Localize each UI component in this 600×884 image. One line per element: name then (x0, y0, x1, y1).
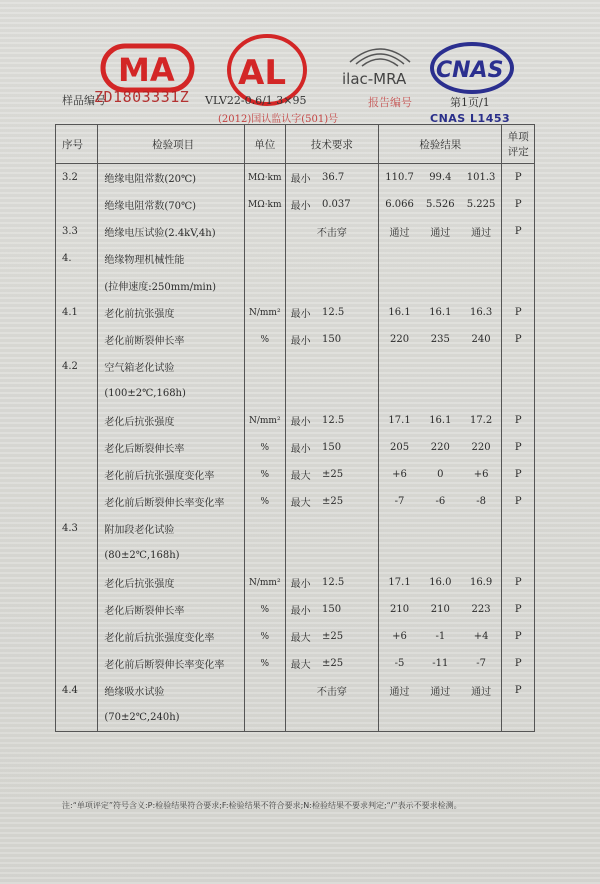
footnote: 注:“单项评定”符号含义:P:检验结果符合要求;F:检验结果不符合要求;N:检验结果不要求判定;“/”表示不要求检测。 (62, 801, 462, 810)
cell-verdict: P (502, 299, 535, 326)
cell-result-3 (461, 353, 502, 380)
cell-no (56, 380, 98, 407)
cnas-logo-icon (428, 40, 516, 100)
cell-item: (100±2℃,168h) (98, 380, 245, 407)
cell-verdict: P (502, 623, 535, 650)
header-requirement: 技术要求 (285, 125, 379, 164)
cell-item: (拉伸速度:250mm/min) (98, 272, 245, 299)
cell-result-2: 235 (430, 334, 450, 345)
cell-no: 3.2 (56, 164, 98, 192)
cell-result-2: -6 (435, 496, 446, 507)
cell-result-2 (420, 542, 461, 569)
header-result: 检验结果 (379, 125, 502, 164)
cell-result-3: 240 (461, 326, 502, 353)
cell-value (320, 380, 379, 407)
cell-result-3 (461, 380, 502, 407)
header-unit: 单位 (244, 125, 285, 164)
cell-no (56, 434, 98, 461)
cell-result-1: 17.1 (379, 569, 420, 596)
cell-no (56, 326, 98, 353)
cell-result-2: 通过 (430, 228, 451, 239)
table-row (56, 515, 535, 542)
cell-value (320, 704, 379, 732)
cell-verdict: P (502, 191, 535, 218)
cell-result-2: 16.0 (429, 577, 452, 588)
cell-verdict: P (502, 218, 535, 245)
cell-unit (244, 245, 285, 272)
cell-result-2 (420, 353, 461, 380)
cell-comparator (285, 704, 320, 732)
test-results-table (55, 124, 535, 732)
cell-no: 4.3 (56, 515, 98, 542)
cell-value: 12.5 (320, 569, 379, 596)
cell-comparator (285, 542, 320, 569)
report-code-label: 报告编号 (368, 96, 412, 109)
cell-comparator: 最小 (285, 434, 320, 461)
cell-comparator: 最小 (285, 326, 320, 353)
cell-verdict: P (502, 164, 535, 192)
cell-no (56, 704, 98, 732)
cell-verdict: P (502, 461, 535, 488)
cell-item: 老化前后断裂伸长率变化率 (98, 650, 245, 677)
cell-no (56, 623, 98, 650)
cell-verdict: P (502, 677, 535, 704)
cell-result-2 (420, 380, 461, 407)
cell-unit (244, 542, 285, 569)
ilac-logo-icon (340, 40, 420, 100)
table-body (56, 164, 535, 732)
cell-result-1: 110.7 (379, 164, 420, 192)
cell-result-2: 16.1 (429, 415, 452, 426)
cell-verdict (502, 353, 535, 380)
table-row (56, 623, 535, 650)
cell-no (56, 650, 98, 677)
cell-result-3 (461, 245, 502, 272)
cell-item: 老化前断裂伸长率 (98, 326, 245, 353)
cell-item: 绝缘物理机械性能 (98, 245, 245, 272)
cell-unit: % (244, 650, 285, 677)
table-row (56, 164, 535, 192)
cell-result-1: 210 (379, 596, 420, 623)
cell-no (56, 191, 98, 218)
cell-comparator (285, 245, 320, 272)
cell-unit: N/mm² (244, 569, 285, 596)
cell-result-1 (379, 380, 420, 407)
cell-result-1 (379, 353, 420, 380)
cell-no (56, 407, 98, 434)
cell-unit: % (244, 623, 285, 650)
ilac-logo-text: ilac-MRA (342, 70, 407, 88)
cell-result-1 (379, 704, 420, 732)
table-row (56, 488, 535, 515)
cell-result-3: +4 (461, 623, 502, 650)
cell-verdict (502, 704, 535, 732)
cell-result-2 (420, 245, 461, 272)
cma-logo-text: MA (118, 51, 175, 89)
cma-logo-icon (100, 40, 195, 95)
cell-unit (244, 677, 285, 704)
cell-unit: N/mm² (244, 407, 285, 434)
cell-verdict: P (502, 596, 535, 623)
table-row (56, 299, 535, 326)
table-header-row (56, 125, 535, 164)
cell-value (320, 542, 379, 569)
cell-verdict: P (502, 326, 535, 353)
cell-item: 附加段老化试验 (98, 515, 245, 542)
cell-no (56, 461, 98, 488)
cell-item: 老化后抗张强度 (98, 407, 245, 434)
cell-comparator: 最小 (285, 569, 320, 596)
cell-item: (80±2℃,168h) (98, 542, 245, 569)
cell-no: 4.4 (56, 677, 98, 704)
cell-unit: % (244, 326, 285, 353)
cell-comparator (285, 272, 320, 299)
cell-value (320, 272, 379, 299)
cell-result-1: +6 (379, 461, 420, 488)
cell-result-1 (379, 515, 420, 542)
cell-result-2: -11 (432, 658, 449, 669)
cal-logo-text: AL (238, 53, 286, 93)
cell-result-3 (461, 272, 502, 299)
cell-comparator: 最小 (285, 596, 320, 623)
cell-value: ±25 (320, 461, 379, 488)
table-row (56, 380, 535, 407)
cell-item: 老化前后抗张强度变化率 (98, 461, 245, 488)
cell-comparator: 最大 (285, 488, 320, 515)
cell-value: ±25 (320, 650, 379, 677)
table-row (56, 461, 535, 488)
cell-result-1 (379, 542, 420, 569)
cell-no: 3.3 (56, 218, 98, 245)
cell-result-3 (461, 515, 502, 542)
cell-item: (70±2℃,240h) (98, 704, 245, 732)
cell-result-1: -5 (379, 650, 420, 677)
table-row (56, 569, 535, 596)
cell-result-2: 0 (437, 469, 444, 480)
cell-result-3: 101.3 (461, 164, 502, 192)
cell-no: 4. (56, 245, 98, 272)
cell-value: 150 (320, 434, 379, 461)
cell-verdict (502, 515, 535, 542)
cell-value: ±25 (320, 623, 379, 650)
cell-comparator: 最大 (285, 461, 320, 488)
cell-result-2 (420, 272, 461, 299)
cell-no (56, 488, 98, 515)
cell-result-3: 220 (461, 434, 502, 461)
cell-item: 老化后断裂伸长率 (98, 596, 245, 623)
cell-comparator (285, 353, 320, 380)
cell-verdict: P (502, 650, 535, 677)
cell-item: 老化前后断裂伸长率变化率 (98, 488, 245, 515)
cell-verdict: P (502, 488, 535, 515)
cell-result-1: +6 (379, 623, 420, 650)
cell-item: 绝缘电阻常数(20℃) (98, 164, 245, 192)
cell-comparator: 最小 (285, 407, 320, 434)
cell-result-1: -7 (379, 488, 420, 515)
cell-comparator (285, 380, 320, 407)
table-row (56, 650, 535, 677)
cell-result-2 (420, 515, 461, 542)
table-row (56, 407, 535, 434)
cell-result-1: 6.066 (379, 191, 420, 218)
cell-result-2: 210 (430, 604, 450, 615)
cell-unit: % (244, 461, 285, 488)
cell-verdict (502, 272, 535, 299)
cell-result-1: 17.1 (379, 407, 420, 434)
sample-no: ZD1803331Z (94, 88, 190, 106)
cell-unit (244, 704, 285, 732)
cell-result-2: 16.1 (429, 307, 452, 318)
cell-result-1: 通过 (379, 677, 420, 704)
cell-value: 12.5 (320, 299, 379, 326)
cell-result-3: +6 (461, 461, 502, 488)
sample-no-label: 样品编号 (62, 94, 106, 107)
cell-result-2: 5.526 (426, 199, 455, 210)
certificate-text: (2012)国认监认字(501)号 (218, 114, 339, 125)
table-row (56, 326, 535, 353)
cell-result-1: 通过 (379, 218, 420, 245)
cell-item: 老化后断裂伸长率 (98, 434, 245, 461)
cell-result-2: -1 (435, 631, 446, 642)
table-row (56, 245, 535, 272)
cell-comparator: 最小 (285, 299, 320, 326)
table-row (56, 218, 535, 245)
cell-verdict (502, 380, 535, 407)
cell-value: 150 (320, 326, 379, 353)
cell-result-3: 通过 (461, 218, 502, 245)
table-row (56, 677, 535, 704)
cell-result-3: 通过 (461, 677, 502, 704)
cell-result-3: 17.2 (461, 407, 502, 434)
cell-verdict: P (502, 569, 535, 596)
cell-value: 12.5 (320, 407, 379, 434)
cell-comparator: 最小 (285, 191, 320, 218)
cell-result-1: 205 (379, 434, 420, 461)
cell-value: ±25 (320, 488, 379, 515)
cell-no: 4.2 (56, 353, 98, 380)
cell-verdict: P (502, 434, 535, 461)
cell-no (56, 542, 98, 569)
cell-item: 绝缘电压试验(2.4kV,4h) (98, 218, 245, 245)
cell-requirement: 不击穿 (285, 218, 379, 245)
cell-unit: N/mm² (244, 299, 285, 326)
cell-item: 老化前后抗张强度变化率 (98, 623, 245, 650)
cell-result-3: 16.9 (461, 569, 502, 596)
cell-comparator: 最大 (285, 623, 320, 650)
cell-verdict: P (502, 407, 535, 434)
cell-item: 绝缘吸水试验 (98, 677, 245, 704)
cell-unit: % (244, 434, 285, 461)
cell-unit (244, 380, 285, 407)
header-no: 序号 (56, 125, 98, 164)
cell-value: 0.037 (320, 191, 379, 218)
sample-model: VLV22-0.6/1 3×95 (205, 94, 307, 107)
cell-value: 36.7 (320, 164, 379, 192)
cell-result-3 (461, 542, 502, 569)
cell-verdict (502, 245, 535, 272)
cnas-logo-text: CNAS (436, 58, 504, 83)
cell-result-1 (379, 245, 420, 272)
cell-no (56, 272, 98, 299)
cell-result-3: 16.3 (461, 299, 502, 326)
cell-item: 老化后抗张强度 (98, 569, 245, 596)
cell-result-3 (461, 704, 502, 732)
cell-item: 空气箱老化试验 (98, 353, 245, 380)
cell-no (56, 596, 98, 623)
cell-result-1: 16.1 (379, 299, 420, 326)
cell-value (320, 353, 379, 380)
header-item: 检验项目 (98, 125, 245, 164)
cell-result-2 (420, 704, 461, 732)
cell-requirement: 不击穿 (285, 677, 379, 704)
cell-unit (244, 218, 285, 245)
table-row (56, 272, 535, 299)
cell-unit: MΩ·km (244, 191, 285, 218)
table-row (56, 704, 535, 732)
cell-result-1 (379, 272, 420, 299)
header-verdict: 单项评定 (502, 125, 535, 164)
cell-comparator: 最大 (285, 650, 320, 677)
cell-result-3: -8 (461, 488, 502, 515)
cell-unit (244, 272, 285, 299)
table-row (56, 596, 535, 623)
cell-comparator: 最小 (285, 164, 320, 192)
table-row (56, 434, 535, 461)
cell-verdict (502, 542, 535, 569)
cell-comparator (285, 515, 320, 542)
cell-unit: % (244, 488, 285, 515)
cell-result-3: -7 (461, 650, 502, 677)
cell-result-1: 220 (379, 326, 420, 353)
cell-result-2: 220 (430, 442, 450, 453)
cell-no (56, 569, 98, 596)
table-row (56, 542, 535, 569)
cell-value (320, 245, 379, 272)
cell-result-3: 5.225 (461, 191, 502, 218)
cell-no: 4.1 (56, 299, 98, 326)
cell-result-2: 99.4 (429, 172, 452, 183)
cell-item: 老化前抗张强度 (98, 299, 245, 326)
cell-value: 150 (320, 596, 379, 623)
cell-unit: MΩ·km (244, 164, 285, 192)
cell-result-2: 通过 (430, 687, 451, 698)
cnas-number: CNAS L1453 (430, 112, 511, 125)
cell-result-3: 223 (461, 596, 502, 623)
cell-unit (244, 515, 285, 542)
cell-item: 绝缘电阻常数(70℃) (98, 191, 245, 218)
cell-unit (244, 353, 285, 380)
table-row (56, 191, 535, 218)
cell-value (320, 515, 379, 542)
page-number: 第1页/1 (450, 96, 490, 109)
table-row (56, 353, 535, 380)
cell-unit: % (244, 596, 285, 623)
